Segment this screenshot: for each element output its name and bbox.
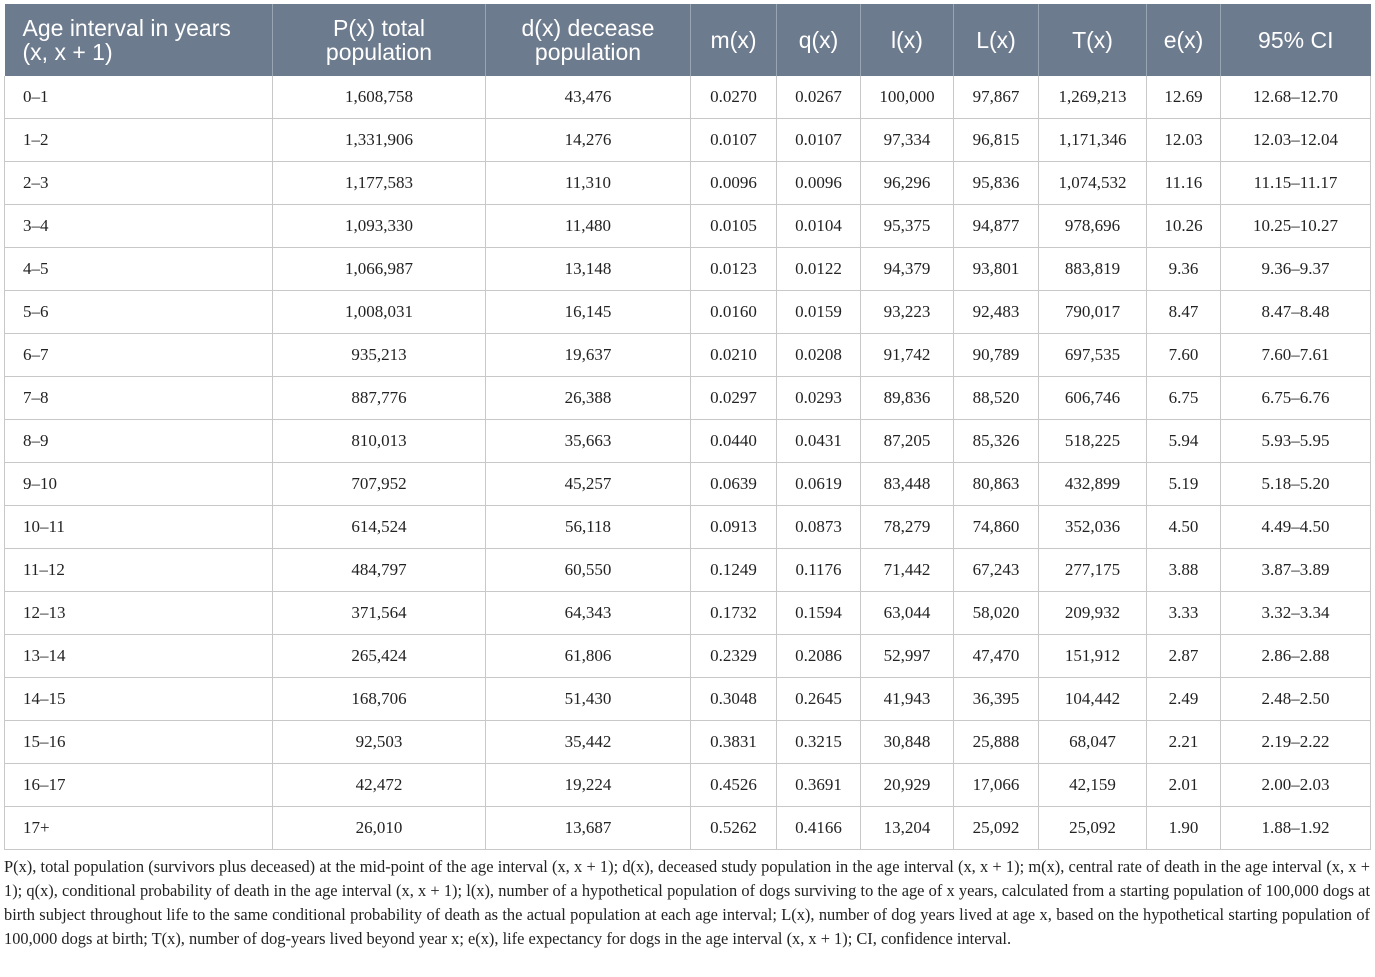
table-cell: 484,797 [273, 549, 486, 592]
column-header [777, 4, 861, 76]
table-cell: 92,503 [273, 721, 486, 764]
table-cell: 883,819 [1039, 248, 1147, 291]
table-cell: 0.0096 [777, 162, 861, 205]
table-cell: 60,550 [486, 549, 691, 592]
column-header-line: d(x) decease [521, 15, 655, 41]
table-cell: 265,424 [273, 635, 486, 678]
table-cell: 5.18–5.20 [1221, 463, 1371, 506]
table-cell: 19,224 [486, 764, 691, 807]
table-row [5, 377, 1371, 420]
life-table [4, 4, 1371, 850]
table-cell: 43,476 [486, 76, 691, 119]
table-cell: 0.0160 [691, 291, 777, 334]
table-cell: 45,257 [486, 463, 691, 506]
table-cell: 17+ [5, 807, 273, 850]
table-cell: 6–7 [5, 334, 273, 377]
table-cell: 97,867 [954, 76, 1039, 119]
table-cell: 1,074,532 [1039, 162, 1147, 205]
table-cell: 52,997 [861, 635, 954, 678]
table-cell: 2.19–2.22 [1221, 721, 1371, 764]
table-cell: 0.1249 [691, 549, 777, 592]
table-cell: 95,836 [954, 162, 1039, 205]
table-cell: 4–5 [5, 248, 273, 291]
table-cell: 51,430 [486, 678, 691, 721]
table-cell: 1,093,330 [273, 205, 486, 248]
table-row [5, 635, 1371, 678]
column-header-line: e(x) [1163, 27, 1204, 53]
table-cell: 0.0210 [691, 334, 777, 377]
table-cell: 6.75–6.76 [1221, 377, 1371, 420]
column-header-line: P(x) total [332, 15, 426, 41]
table-cell: 13–14 [5, 635, 273, 678]
table-row [5, 76, 1371, 119]
column-header [861, 4, 954, 76]
table-cell: 35,663 [486, 420, 691, 463]
table-cell: 0.3048 [691, 678, 777, 721]
column-header-line: m(x) [710, 27, 757, 53]
life-table-container [4, 4, 1370, 850]
table-row [5, 248, 1371, 291]
table-cell: 12.69 [1147, 76, 1221, 119]
table-cell: 10–11 [5, 506, 273, 549]
table-row [5, 205, 1371, 248]
table-cell: 8.47 [1147, 291, 1221, 334]
table-cell: 9.36 [1147, 248, 1221, 291]
table-cell: 12.03–12.04 [1221, 119, 1371, 162]
column-header [1039, 4, 1147, 76]
table-cell: 0.3831 [691, 721, 777, 764]
table-cell: 11,310 [486, 162, 691, 205]
table-cell: 790,017 [1039, 291, 1147, 334]
table-cell: 352,036 [1039, 506, 1147, 549]
table-cell: 0.0619 [777, 463, 861, 506]
table-cell: 0.0104 [777, 205, 861, 248]
column-header [5, 4, 273, 76]
table-cell: 80,863 [954, 463, 1039, 506]
table-cell: 5.19 [1147, 463, 1221, 506]
table-cell: 14–15 [5, 678, 273, 721]
table-cell: 97,334 [861, 119, 954, 162]
table-cell: 1,331,906 [273, 119, 486, 162]
table-cell: 15–16 [5, 721, 273, 764]
table-cell: 17,066 [954, 764, 1039, 807]
table-cell: 11.16 [1147, 162, 1221, 205]
table-cell: 3.88 [1147, 549, 1221, 592]
table-cell: 26,388 [486, 377, 691, 420]
table-cell: 9.36–9.37 [1221, 248, 1371, 291]
table-cell: 0.4166 [777, 807, 861, 850]
table-row [5, 549, 1371, 592]
table-cell: 12–13 [5, 592, 273, 635]
table-cell: 25,888 [954, 721, 1039, 764]
table-cell: 104,442 [1039, 678, 1147, 721]
column-header-line: l(x) [891, 27, 923, 53]
table-cell: 0.4526 [691, 764, 777, 807]
table-row [5, 506, 1371, 549]
table-cell: 41,943 [861, 678, 954, 721]
table-cell: 67,243 [954, 549, 1039, 592]
table-cell: 6.75 [1147, 377, 1221, 420]
table-cell: 10.26 [1147, 205, 1221, 248]
table-cell: 0.5262 [691, 807, 777, 850]
table-cell: 0.0293 [777, 377, 861, 420]
table-cell: 36,395 [954, 678, 1039, 721]
table-cell: 1,171,346 [1039, 119, 1147, 162]
table-body [5, 76, 1371, 850]
table-cell: 92,483 [954, 291, 1039, 334]
table-cell: 3.32–3.34 [1221, 592, 1371, 635]
table-cell: 810,013 [273, 420, 486, 463]
table-cell: 58,020 [954, 592, 1039, 635]
table-cell: 1,608,758 [273, 76, 486, 119]
table-cell: 1,269,213 [1039, 76, 1147, 119]
table-cell: 85,326 [954, 420, 1039, 463]
table-cell: 2.21 [1147, 721, 1221, 764]
table-cell: 0.0873 [777, 506, 861, 549]
table-cell: 2.87 [1147, 635, 1221, 678]
table-cell: 0.0107 [777, 119, 861, 162]
table-row [5, 807, 1371, 850]
table-cell: 89,836 [861, 377, 954, 420]
table-cell: 5.94 [1147, 420, 1221, 463]
column-header [954, 4, 1039, 76]
table-cell: 0.1176 [777, 549, 861, 592]
table-cell: 935,213 [273, 334, 486, 377]
table-cell: 93,801 [954, 248, 1039, 291]
table-cell: 83,448 [861, 463, 954, 506]
table-cell: 74,860 [954, 506, 1039, 549]
table-footnote [4, 855, 1370, 951]
table-cell: 7.60–7.61 [1221, 334, 1371, 377]
column-header [691, 4, 777, 76]
table-cell: 2.49 [1147, 678, 1221, 721]
column-header [273, 4, 486, 76]
table-cell: 0.0431 [777, 420, 861, 463]
table-row [5, 592, 1371, 635]
table-cell: 94,379 [861, 248, 954, 291]
table-cell: 3.87–3.89 [1221, 549, 1371, 592]
table-cell: 432,899 [1039, 463, 1147, 506]
table-cell: 20,929 [861, 764, 954, 807]
table-cell: 78,279 [861, 506, 954, 549]
column-header-line: L(x) [976, 27, 1016, 53]
table-cell: 30,848 [861, 721, 954, 764]
table-cell: 5.93–5.95 [1221, 420, 1371, 463]
table-cell: 0–1 [5, 76, 273, 119]
table-cell: 25,092 [1039, 807, 1147, 850]
table-row [5, 463, 1371, 506]
table-cell: 47,470 [954, 635, 1039, 678]
column-header-line: Age interval in years [22, 15, 231, 41]
table-cell: 13,148 [486, 248, 691, 291]
table-cell: 209,932 [1039, 592, 1147, 635]
table-cell: 0.3691 [777, 764, 861, 807]
table-cell: 0.3215 [777, 721, 861, 764]
table-cell: 9–10 [5, 463, 273, 506]
table-cell: 4.50 [1147, 506, 1221, 549]
table-cell: 0.0123 [691, 248, 777, 291]
table-cell: 0.0297 [691, 377, 777, 420]
table-cell: 151,912 [1039, 635, 1147, 678]
table-cell: 0.0913 [691, 506, 777, 549]
column-header [1221, 4, 1371, 76]
table-cell: 371,564 [273, 592, 486, 635]
table-cell: 63,044 [861, 592, 954, 635]
table-cell: 8–9 [5, 420, 273, 463]
table-cell: 2.01 [1147, 764, 1221, 807]
table-cell: 518,225 [1039, 420, 1147, 463]
table-cell: 697,535 [1039, 334, 1147, 377]
table-cell: 0.2329 [691, 635, 777, 678]
table-cell: 11–12 [5, 549, 273, 592]
table-cell: 42,159 [1039, 764, 1147, 807]
table-cell: 8.47–8.48 [1221, 291, 1371, 334]
table-cell: 0.0208 [777, 334, 861, 377]
column-header [486, 4, 691, 76]
table-cell: 1,066,987 [273, 248, 486, 291]
table-cell: 2.00–2.03 [1221, 764, 1371, 807]
table-cell: 94,877 [954, 205, 1039, 248]
table-cell: 7–8 [5, 377, 273, 420]
column-header-line: q(x) [798, 27, 839, 53]
table-row [5, 420, 1371, 463]
table-cell: 11.15–11.17 [1221, 162, 1371, 205]
table-cell: 277,175 [1039, 549, 1147, 592]
table-row [5, 162, 1371, 205]
table-cell: 0.2645 [777, 678, 861, 721]
table-cell: 3.33 [1147, 592, 1221, 635]
table-cell: 100,000 [861, 76, 954, 119]
table-cell: 0.0440 [691, 420, 777, 463]
table-cell: 10.25–10.27 [1221, 205, 1371, 248]
table-cell: 0.0270 [691, 76, 777, 119]
table-cell: 0.0096 [691, 162, 777, 205]
table-cell: 16–17 [5, 764, 273, 807]
table-cell: 0.0105 [691, 205, 777, 248]
table-cell: 61,806 [486, 635, 691, 678]
table-cell: 978,696 [1039, 205, 1147, 248]
table-row [5, 119, 1371, 162]
table-cell: 68,047 [1039, 721, 1147, 764]
table-cell: 168,706 [273, 678, 486, 721]
table-cell: 1–2 [5, 119, 273, 162]
table-cell: 12.03 [1147, 119, 1221, 162]
table-cell: 13,204 [861, 807, 954, 850]
table-cell: 71,442 [861, 549, 954, 592]
table-cell: 0.1732 [691, 592, 777, 635]
table-cell: 25,092 [954, 807, 1039, 850]
table-cell: 5–6 [5, 291, 273, 334]
table-cell: 0.0639 [691, 463, 777, 506]
table-cell: 2.48–2.50 [1221, 678, 1371, 721]
table-cell: 0.0107 [691, 119, 777, 162]
table-cell: 2–3 [5, 162, 273, 205]
table-cell: 4.49–4.50 [1221, 506, 1371, 549]
table-cell: 0.1594 [777, 592, 861, 635]
table-cell: 95,375 [861, 205, 954, 248]
table-cell: 13,687 [486, 807, 691, 850]
table-header [5, 4, 1371, 76]
table-cell: 12.68–12.70 [1221, 76, 1371, 119]
table-cell: 93,223 [861, 291, 954, 334]
table-row [5, 678, 1371, 721]
table-row [5, 334, 1371, 377]
table-row [5, 721, 1371, 764]
table-cell: 606,746 [1039, 377, 1147, 420]
table-cell: 96,815 [954, 119, 1039, 162]
table-cell: 91,742 [861, 334, 954, 377]
table-cell: 56,118 [486, 506, 691, 549]
header-row [5, 4, 1371, 76]
table-cell: 11,480 [486, 205, 691, 248]
column-header-line: population [325, 39, 433, 65]
column-header [1147, 4, 1221, 76]
table-cell: 0.0267 [777, 76, 861, 119]
table-cell: 42,472 [273, 764, 486, 807]
table-cell: 2.86–2.88 [1221, 635, 1371, 678]
table-cell: 1.88–1.92 [1221, 807, 1371, 850]
table-cell: 88,520 [954, 377, 1039, 420]
table-cell: 96,296 [861, 162, 954, 205]
table-cell: 707,952 [273, 463, 486, 506]
table-cell: 26,010 [273, 807, 486, 850]
table-row [5, 764, 1371, 807]
column-header-line: (x, x + 1) [22, 39, 113, 65]
table-cell: 90,789 [954, 334, 1039, 377]
column-header-line: T(x) [1072, 27, 1113, 53]
table-cell: 1,008,031 [273, 291, 486, 334]
table-cell: 7.60 [1147, 334, 1221, 377]
table-cell: 64,343 [486, 592, 691, 635]
table-cell: 1.90 [1147, 807, 1221, 850]
column-header-line: 95% CI [1258, 27, 1334, 53]
table-cell: 0.0159 [777, 291, 861, 334]
table-cell: 16,145 [486, 291, 691, 334]
table-cell: 14,276 [486, 119, 691, 162]
table-cell: 887,776 [273, 377, 486, 420]
table-row [5, 291, 1371, 334]
table-cell: 614,524 [273, 506, 486, 549]
table-cell: 35,442 [486, 721, 691, 764]
table-cell: 3–4 [5, 205, 273, 248]
table-cell: 0.0122 [777, 248, 861, 291]
column-header-line: population [534, 39, 642, 65]
footnote-text: P(x), total population (survivors plus deceased) at the mid-point of the age interval (x, x + 1); d(x), deceased study population in the age interval (x, x + 1); m(x), central rate of death in the age interval (x, x + 1); q(x), conditional probability of death in the age interval (x, x + 1); l(x), number of a hypothetical population of dogs surviving to the age of x years, calculated from a starting population of 100,000 dogs at birth subject throughout life to the same conditional probability of death as the actual population at each age interval; L(x), number of dog years lived at age x, based on the hypothetical starting population of 100,000 dogs at birth; T(x), number of dog-years lived beyond year x; e(x), life expectancy for dogs in the age interval (x, x + 1); CI, confidence interval. [4, 857, 1370, 948]
table-cell: 0.2086 [777, 635, 861, 678]
table-cell: 1,177,583 [273, 162, 486, 205]
table-cell: 19,637 [486, 334, 691, 377]
table-cell: 87,205 [861, 420, 954, 463]
